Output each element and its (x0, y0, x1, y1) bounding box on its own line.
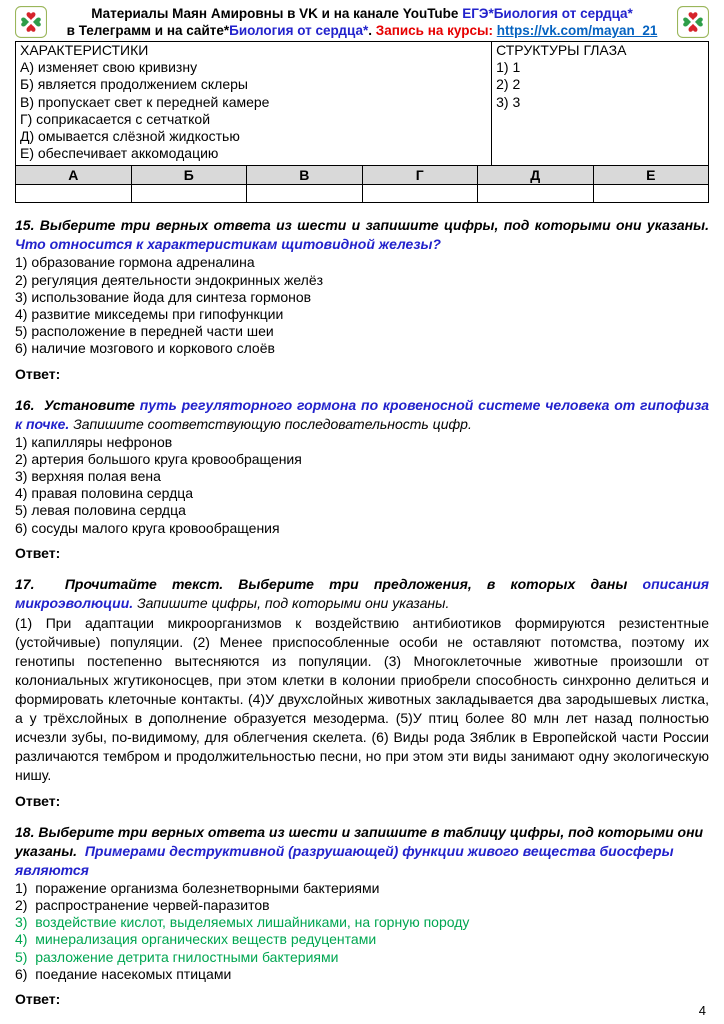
question-18-intro (15, 823, 709, 880)
answer-grid-header: В (247, 166, 363, 185)
answer-grid-header: Д (478, 166, 594, 185)
signup-text: Запись на курсы: (375, 23, 497, 38)
hearts-clover-logo-icon (15, 6, 47, 38)
answer-grid-cell (247, 185, 363, 203)
answer-option: 2) распространение червей-паразитов (15, 897, 270, 914)
answer-grid-cell (131, 185, 247, 203)
question-17-instruction: 17. Прочитайте текст. Выберите три предложения, в которых даны (15, 575, 643, 592)
characteristic-item: Г) соприкасается с сетчаткой (20, 110, 211, 127)
characteristic-item: А) изменяет свою кривизну (20, 59, 198, 76)
page-number: 4 (698, 1003, 706, 1018)
structure-item: 1) 1 (496, 59, 521, 76)
answer-option: 1) поражение организма болезнетворными бактериями (15, 879, 380, 896)
answer-grid-header: Г (362, 166, 478, 185)
answer-option: 3) верхняя полая вена (15, 468, 161, 485)
question-16-instruction-tail: Запишите соответствующую последовательность цифр. (73, 415, 472, 432)
characteristics-cell (16, 42, 492, 166)
question-16 (15, 396, 713, 562)
characteristic-item: Д) омывается слёзной жидкостью (20, 128, 240, 145)
structures-cell (492, 42, 709, 166)
answer-option: 1) образование гормона адреналина (15, 254, 255, 271)
answer-option: 2) артерия большого круга кровообращения (15, 450, 302, 467)
answer-option: 5) левая половина сердца (15, 502, 186, 519)
characteristics-header: ХАРАКТЕРИСТИКИ (20, 42, 149, 58)
characteristic-item: Б) является продолжением склеры (20, 76, 248, 93)
question-15-topic: Что относится к характеристикам щитовидной железы? (15, 236, 441, 253)
answer-option: 5) расположение в передней части шеи (15, 323, 274, 340)
answer-grid-value-row (16, 185, 709, 203)
header-separator: . (368, 23, 376, 38)
answer-option: 4) правая половина сердца (15, 485, 194, 502)
answer-grid-cell (593, 185, 709, 203)
question-16-intro (15, 396, 713, 434)
answer-option: 1) капилляры нефронов (15, 433, 173, 450)
answer-option-highlighted: 3) воздействие кислот, выделяемых лишайниками, на горную породу (15, 914, 470, 931)
vk-course-link[interactable]: https://vk.com/mayan_21 (496, 23, 658, 38)
header-subtitle-part: в Телеграмм и на сайте* (66, 23, 230, 38)
structures-header: СТРУКТУРЫ ГЛАЗА (496, 42, 627, 58)
answer-grid-header: Е (593, 166, 709, 185)
hearts-clover-logo-icon (677, 6, 709, 38)
question-15-intro (15, 216, 717, 254)
structure-item: 3) 3 (496, 93, 521, 110)
characteristic-item: Е) обеспечивает аккомодацию (20, 145, 219, 162)
answer-option: 6) сосуды малого круга кровообращения (15, 519, 280, 536)
header-line-1 (55, 5, 669, 22)
header-line-2 (55, 22, 669, 39)
question-15 (15, 216, 717, 382)
question-15-instruction: 15. Выберите три верных ответа из шести и запишите цифры, под которыми они указаны. (15, 217, 717, 234)
answer-option-highlighted: 5) разложение детрита гнилостными бактериями (15, 948, 339, 965)
answer-label: Ответ: (15, 544, 61, 561)
answer-grid-header: Б (131, 166, 247, 185)
header-text (55, 5, 669, 39)
answer-grid-cell (362, 185, 478, 203)
question-18-topic: Примерами деструктивной (разрушающей) функции живого вещества биосферы являются (15, 842, 678, 878)
answer-option: 3) использование йода для синтеза гормонов (15, 288, 312, 305)
answer-label: Ответ: (15, 365, 61, 382)
answer-option: 6) наличие мозгового и коркового слоёв (15, 340, 275, 357)
answer-label: Ответ: (15, 792, 61, 809)
answer-option: 2) регуляция деятельности эндокринных желёз (15, 271, 324, 288)
answer-grid-cell (478, 185, 594, 203)
question-16-instruction: 16. Установите (15, 396, 140, 413)
question-17-intro (15, 575, 713, 613)
question-17 (15, 575, 713, 810)
answer-grid (15, 165, 709, 203)
answer-grid-cell (16, 185, 132, 203)
question-17-instruction-tail: Запишите цифры, под которыми они указаны. (137, 594, 450, 611)
question-17-text: (1) При адаптации микроорганизмов к воздействию антибиотиков формируются резистентные (устойчивые) популяции. (2) Менее приспособленные особи не оставляют потомства, поэтому их генотипы постепенно вытесняются из популяции. (3) Многоклеточные животные произошли от колониальных жгутиконосцев, при этом клетки в колонии приобрели способность синхронно делиться и формировать клеточные контакты. (4)У двухслойных животных закладывается два зародышевых листка, а у трёхслойных в дополнение образуется мезодерма. (5)У птиц более 80 млн лет назад полностью исчезли зубы, по-видимому, для облегчения скелета. (6) Виды рода Зяблик в Европейской части России различаются тембром и продолжительностью песни, но при этом эти виды занимают одну экологическую нишу. (15, 614, 709, 783)
answer-grid-header-row (16, 166, 709, 185)
answer-option: 4) развитие микседемы при гипофункции (15, 306, 284, 323)
answer-option-highlighted: 4) минерализация органических веществ редуцентами (15, 931, 377, 948)
answer-label: Ответ: (15, 991, 61, 1008)
page-header (15, 5, 709, 39)
header-brand-title: ЕГЭ*Биология от сердца* (462, 6, 633, 21)
question-18 (15, 823, 709, 1008)
matching-table (15, 41, 709, 166)
structure-item: 2) 2 (496, 76, 521, 93)
header-title-part: Материалы Маян Амировны в VK и на канале YouTube (91, 6, 463, 21)
answer-option: 6) поедание насекомых птицами (15, 965, 232, 982)
question-17-topic: описания микроэволюции. (15, 575, 713, 611)
question-16-topic: путь регуляторного гормона по кровеносной системе человека от гипофиза к почке. (15, 396, 713, 432)
characteristic-item: В) пропускает свет к передней камере (20, 93, 270, 110)
header-brand-title-2: Биология от сердца* (229, 23, 369, 38)
answer-grid-header: А (16, 166, 132, 185)
question-18-instruction: 18. Выберите три верных ответа из шести и запишите в таблицу цифры, под которыми они указаны. (15, 823, 707, 859)
